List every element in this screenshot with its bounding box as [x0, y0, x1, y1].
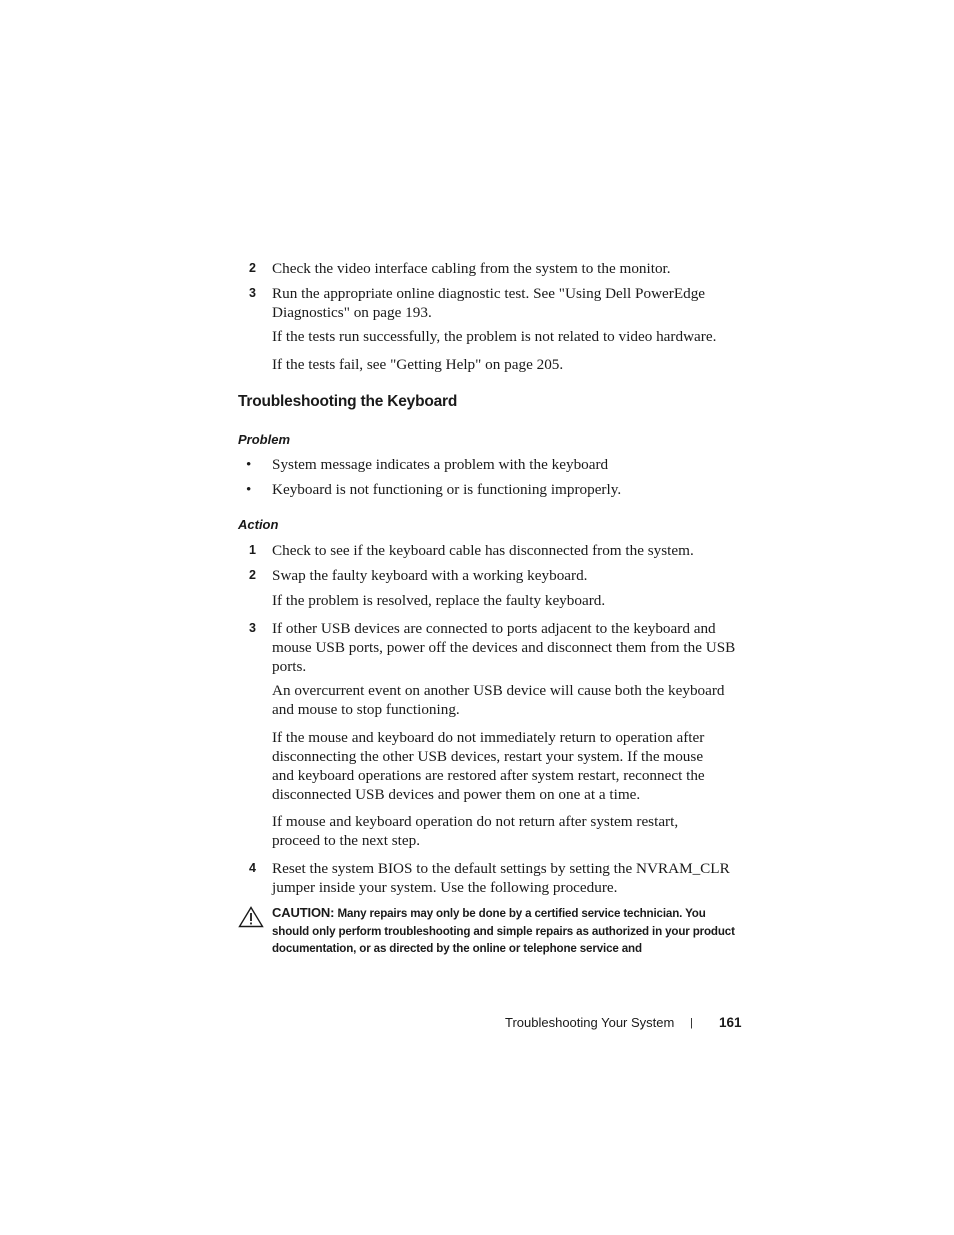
- caution-body: Many repairs may only be done by a certified service technician. You should only perform troubleshooting and simple repairs as authorized in your product documentation, or as directed by the online or telephone service and: [272, 907, 735, 955]
- step-number: 2: [249, 568, 256, 582]
- step-number: 2: [249, 261, 256, 275]
- note-overcurrent: An overcurrent event on another USB device will cause both the keyboard and mouse to stop functioning.: [272, 682, 725, 718]
- problem-heading: Problem: [238, 432, 291, 447]
- warning-triangle-icon: [238, 906, 264, 928]
- bullet-dot: •: [246, 481, 252, 498]
- step-text: If other USB devices are connected to ports adjacent to the keyboard and mouse USB ports, power off the devices and disconnect them from the USB ports.: [272, 620, 736, 675]
- note-tests-success: If the tests run successfully, the problem is not related to video hardware.: [272, 328, 717, 345]
- step-text: Check the video interface cabling from the system to the monitor.: [272, 260, 671, 277]
- note-tests-fail: If the tests fail, see "Getting Help" on page 205.: [272, 356, 564, 373]
- footer-section-title: Troubleshooting Your System: [505, 1015, 675, 1030]
- action-heading: Action: [238, 517, 279, 532]
- step-text: Reset the system BIOS to the default settings by setting the NVRAM_CLR jumper inside your system. Use the following procedure.: [272, 860, 730, 896]
- caution-text: [272, 904, 740, 958]
- note-restart-system: If the mouse and keyboard do not immediately return to operation after disconnecting the other USB devices, restart your system. If the mouse and keyboard operations are restored after system restart, reconnect the disconnected USB devices and power them on one at a time.: [272, 729, 705, 803]
- step-text: Swap the faulty keyboard with a working keyboard.: [272, 567, 588, 584]
- step-number: 3: [249, 286, 256, 300]
- note-next-step: If mouse and keyboard operation do not return after system restart, proceed to the next step.: [272, 813, 679, 849]
- caution-label: CAUTION:: [272, 905, 335, 920]
- step-text: Run the appropriate online diagnostic test. See "Using Dell PowerEdge Diagnostics" on page 193.: [272, 285, 706, 321]
- bullet-text: System message indicates a problem with the keyboard: [272, 456, 609, 473]
- step-number: 3: [249, 621, 256, 635]
- step-text: Check to see if the keyboard cable has disconnected from the system.: [272, 542, 694, 559]
- bullet-text: Keyboard is not functioning or is functioning improperly.: [272, 481, 622, 498]
- bullet-dot: •: [246, 456, 252, 473]
- section-title: Troubleshooting the Keyboard: [238, 393, 458, 410]
- step-number: 1: [249, 543, 256, 557]
- step-number: 4: [249, 861, 256, 875]
- note-problem-resolved: If the problem is resolved, replace the faulty keyboard.: [272, 592, 606, 609]
- footer-separator: |: [690, 1017, 693, 1029]
- page-number: 161: [719, 1015, 742, 1030]
